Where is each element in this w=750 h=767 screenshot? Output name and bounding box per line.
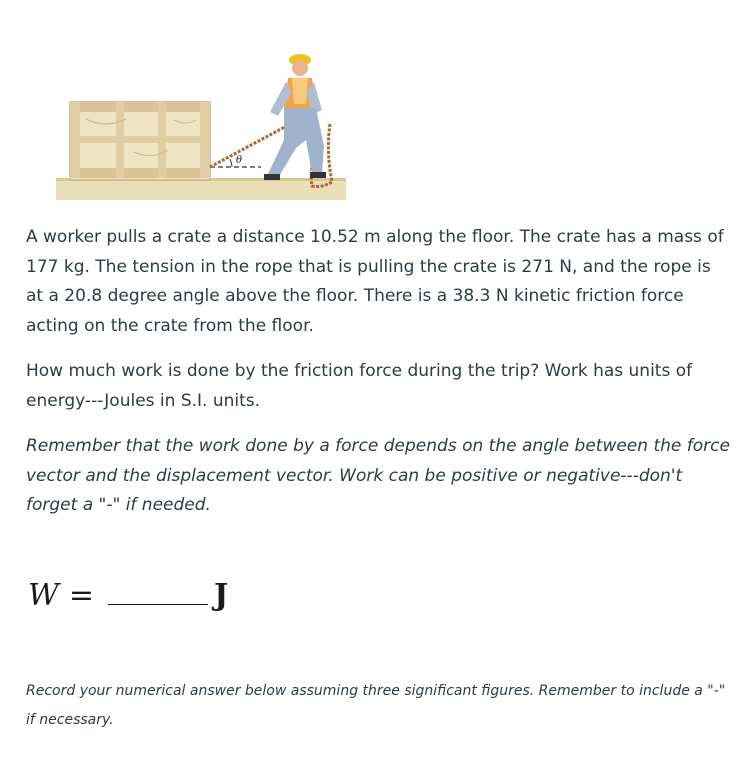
- equals-sign: =: [68, 578, 94, 613]
- floor: [56, 180, 346, 200]
- crate: [70, 102, 210, 180]
- question: How much work is done by the friction force during the trip? Work has units of energy---Joules in S.I. units.: [26, 361, 693, 411]
- answer-note: Record your numerical answer below assuming three significant figures. Remember to include a "-" if necessary.: [26, 683, 726, 728]
- angle-label: θ: [236, 155, 243, 166]
- problem-statement: A worker pulls a crate a distance 10.52 m along the floor. The crate has a mass of 177 kg. The tension in the rope that is pulling the crate is 271 N, and the rope is at a 20.8 degree angle above the floor. There is a 38.3 N kinetic friction force acting on the crate from the floor.: [26, 227, 724, 336]
- unit-label: J: [213, 578, 229, 613]
- work-variable: W: [28, 578, 59, 613]
- crate-worker-illustration: [56, 44, 346, 204]
- answer-blank: [108, 603, 208, 605]
- answer-equation: [28, 578, 228, 618]
- hint: Remember that the work done by a force depends on the angle between the force vector and the displacement vector. Work can be positive or negative---don't forget a "-" if needed.: [26, 436, 730, 515]
- worker: [264, 54, 326, 180]
